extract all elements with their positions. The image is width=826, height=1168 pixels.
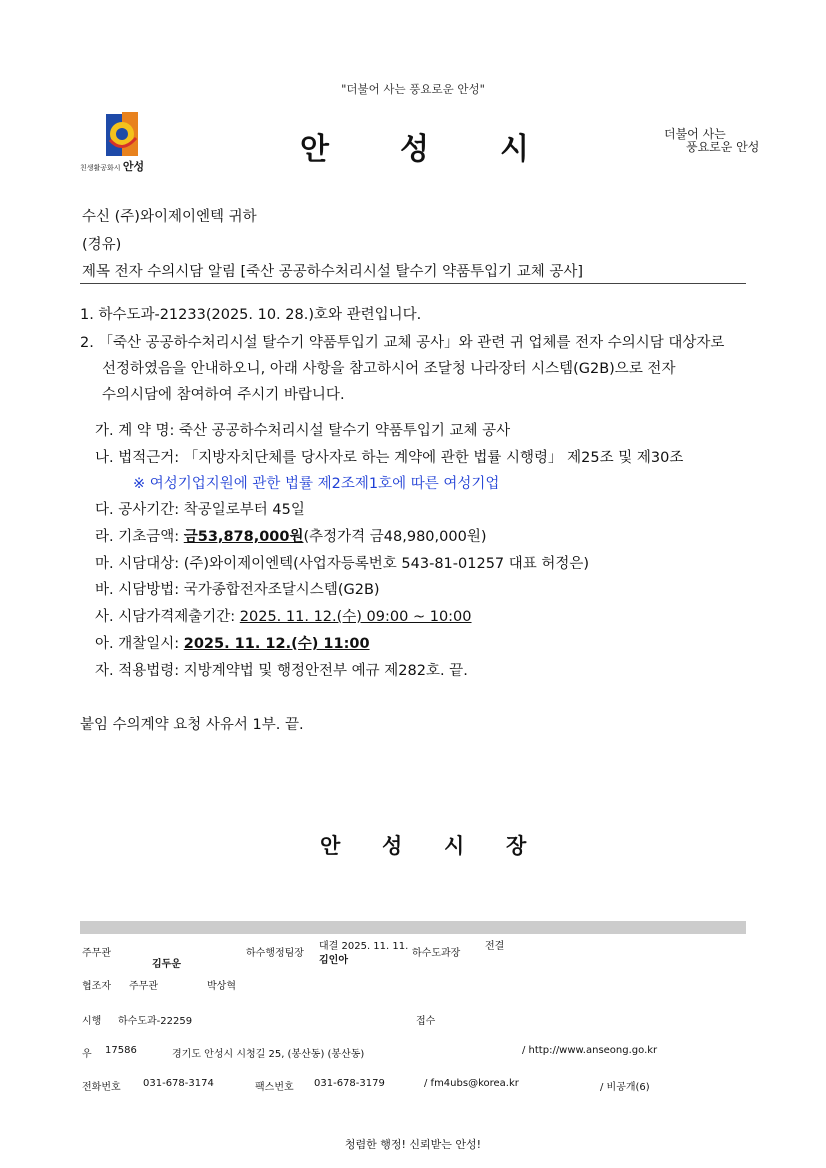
item-contract-name: 가. 계 약 명: 죽산 공공하수처리시설 탈수기 약품투입기 교체 공사: [95, 423, 511, 439]
footer-divider: [80, 921, 746, 934]
base-amount: 금53,878,000원: [183, 529, 304, 545]
sign-char: 장: [506, 834, 527, 858]
office-address: 경기도 안성시 시청길 25, (봉산동) (봉산동): [172, 1049, 365, 1060]
exec-label: 시행: [82, 1016, 102, 1027]
logo-caption: 친생활공화시 안성: [80, 160, 145, 173]
website-link[interactable]: / http://www.anseong.go.kr: [522, 1045, 658, 1056]
org-char: 시: [500, 132, 529, 167]
sign-char: 성: [382, 834, 403, 858]
drafter-name: 김두운: [152, 959, 181, 970]
sign-char: 안: [320, 834, 341, 858]
paragraph-2-line-2: 선정하였음을 안내하오니, 아래 사항을 참고하시어 조달청 나라장터 시스템(G2B)으로 전자: [102, 361, 676, 377]
item-base-amount: 라. 기초금액: 금53,878,000원(추정가격 금48,980,000원): [95, 529, 487, 545]
item-target: 마. 시담대상: (주)와이제이엔텍(사업자등록번호 543-81-01257 대표 허정은): [95, 556, 590, 572]
paragraph-1: 1. 하수도과-21233(2025. 10. 28.)호와 관련입니다.: [80, 307, 422, 323]
phone-label: 전화번호: [82, 1082, 121, 1093]
team-lead-label: 하수행정팀장: [246, 948, 304, 959]
via: (경유): [82, 237, 122, 253]
org-char: 안: [300, 132, 329, 167]
right-slogan-logo: 더불어 사는 풍요로운 안성: [664, 127, 760, 154]
exec-no: 하수도과-22259: [118, 1016, 193, 1027]
coop-title: 주무관: [129, 981, 158, 992]
opening-date: 2025. 11. 12.(수) 11:00: [183, 636, 370, 652]
zip-code: 17586: [105, 1045, 137, 1056]
item-method: 바. 시담방법: 국가종합전자조달시스템(G2B): [95, 582, 380, 598]
approval-label: 전결: [485, 941, 505, 952]
item-opening-date: 아. 개찰일시: 2025. 11. 12.(수) 11:00: [95, 636, 370, 652]
disclosure-status: / 비공개(6): [600, 1082, 650, 1093]
item-note: ※ 여성기업지원에 관한 법률 제2조제1호에 따른 여성기업: [133, 476, 500, 492]
attachment: 붙임 수의계약 요청 사유서 1부. 끝.: [80, 717, 304, 733]
fax-label: 팩스번호: [255, 1082, 294, 1093]
fax-number: 031-678-3179: [314, 1078, 385, 1089]
email-link[interactable]: / fm4ubs@korea.kr: [424, 1078, 519, 1089]
submission-date: 2025. 11. 12.(수) 09:00 ~ 10:00: [239, 609, 472, 625]
item-applicable-law: 자. 적용법령: 지방계약법 및 행정안전부 예규 제282호. 끝.: [95, 663, 468, 679]
phone-number: 031-678-3174: [143, 1078, 214, 1089]
recipient: 수신 (주)와이제이엔텍 귀하: [82, 209, 257, 225]
drafter-label: 주무관: [82, 948, 111, 959]
receipt-label: 접수: [416, 1016, 436, 1027]
footer-slogan: 청렴한 행정! 신뢰받는 안성!: [344, 1138, 482, 1151]
top-slogan: "더불어 사는 풍요로운 안성": [341, 82, 485, 96]
paragraph-2-line-3: 수의시담에 참여하여 주시기 바랍니다.: [102, 387, 345, 403]
item-legal-basis: 나. 법적근거: 「지방자치단체를 당사자로 하는 계약에 관한 법률 시행령」 제25조 및 제30조: [95, 450, 684, 466]
zip-label: 우: [82, 1049, 92, 1060]
proxy-line: 대결 2025. 11. 11.: [319, 941, 409, 952]
subject: 제목 전자 수의시담 알림 [죽산 공공하수처리시설 탈수기 약품투입기 교체 공사]: [82, 264, 584, 280]
header-rule: [80, 283, 746, 284]
dept-head-label: 하수도과장: [412, 948, 461, 959]
org-char: 성: [400, 132, 429, 167]
item-period: 다. 공사기간: 착공일로부터 45일: [95, 502, 305, 518]
proxy-name: 김인아: [319, 955, 348, 966]
item-submission-period: 사. 시담가격제출기간: 2025. 11. 12.(수) 09:00 ~ 10:00: [95, 609, 472, 625]
paragraph-2-line-1: 2. 「죽산 공공하수처리시설 탈수기 약품투입기 교체 공사」와 관련 귀 업체를 전자 수의시담 대상자로: [80, 335, 725, 351]
sign-char: 시: [444, 834, 465, 858]
coop-label: 협조자: [82, 981, 111, 992]
coop-name: 박상혁: [207, 981, 236, 992]
